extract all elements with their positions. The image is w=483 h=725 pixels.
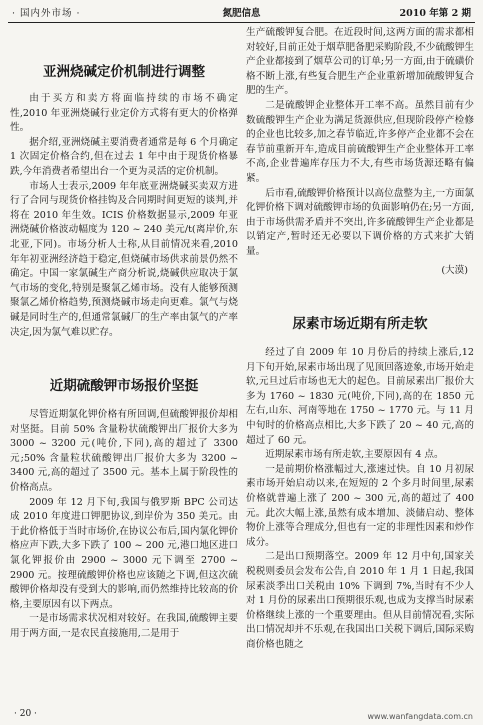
issue-label: 2010 年第 2 期 — [399, 8, 471, 19]
right-column — [246, 26, 474, 705]
watermark-text: www.wanfangdata.com.cn — [367, 712, 473, 721]
section-label: · 国内外市场 · — [12, 8, 81, 19]
article-title-caustic-soda: 亚洲烧碱定价机制进行调整 — [43, 64, 205, 80]
article-paragraph: 后市看,硫酸钾价格预计以高位盘整为主,一方面氯化钾价格下调对硫酸钾市场的负面影响仍在;另一方面,由于市场供需矛盾并不突出,许多硫酸钾生产企业都是以销定产,暂时还无必要以下调价格的方式来扩大销量。 — [246, 187, 474, 257]
article-paragraph: 据介绍,亚洲烧碱主要消费者通常是每 6 个月确定 1 次固定价格合约,但在过去 1 年中由于现货价格暴跌,今年消费者希望出台一个更为灵活的定价机制。 — [10, 136, 238, 177]
article-paragraph: 由于买方和卖方将面临持续的市场不确定性,2010 年亚洲烧碱行业定价方式将有更大的价格弹性。 — [10, 93, 238, 134]
page-header — [8, 6, 475, 23]
left-column — [10, 26, 238, 705]
article-paragraph: 二是硫酸钾企业整体开工率不高。虽然目前有少数硫酸钾生产企业为满足货源供应,但现阶段停产检修的企业也比较多,加之春节临近,许多停产企业都不会在春节前重新开车,造成目前硫酸钾生产企业整体开工率不高,企业普遍库存压力不大,有些市场货源还略有偏紧。 — [246, 99, 474, 184]
article-author: (大漠) — [441, 264, 468, 276]
article-paragraph: 二是出口预期落空。2009 年 12 月中旬,国家关税税则委员会发布公告,自 2010 年 1 月 1 日起,我国尿素淡季出口关税由 10% 下调到 7%,当时有不少人对 1 月份的尿素出口预期很乐观,也成为支撑当时尿素价格继续上涨的一个重要理由。但从目前情况看,实际出口情况却并不乐观,在我国出口关税下调后,国际采购商价格也随之 — [246, 551, 474, 650]
article-paragraph: 经过了自 2009 年 10 月份后的持续上涨后,12 月下旬开始,尿素市场出现了见顶回落迹象,市场开始走软,元旦过后市场也无大的起色。目前尿素出厂报价大多为 1760 ~ 1830 元(吨价,下同),高的在 1850 元左右,山东、河南等地在 1750 ~ 1770 元。与 11 月中旬时的价格高点相比,大多下跌了 20 ~ 40 元,高的超过了 60 元。 — [246, 347, 474, 446]
journal-name: 氮肥信息 — [222, 8, 261, 19]
article-paragraph: 一是市场需求状况相对较好。在我国,硫酸钾主要用于两方面,一是农民直接施用,二是用于 — [10, 613, 238, 639]
article-paragraph: 尽管近期氯化钾价格有所回调,但硫酸钾报价却相对坚挺。目前 50% 含量粉状硫酸钾出厂报价大多为 3000 ~ 3200 元(吨价,下同),高的超过了 3300 元;50% 含量粒状硫酸钾出厂报价大多为 3200 ~ 3400 元,高的超过了 3500 元。基本上属于阶段性的价格高点。 — [10, 409, 238, 494]
article-paragraph: 市场人士表示,2009 年年底亚洲烧碱买卖双方进行了合同与现货价格挂钩及合同期时间更短的谈判,并将在 2010 年生效。ICIS 价格数据显示,2009 年亚洲烧碱价格波动幅度为 120 ~ 240 美元/t(离岸价,东北亚,下同)。市场分析人士称,从目前情况来看,2010 年年初亚洲经济趋于稳定,但烧碱市场供求前景仍然不确定。中国一家氯碱生产商分析说,烧碱供应取决于氯气市场的变化,特别是聚氯乙烯市场。没有人能够预测聚氯乙烯价格趋势,预测烧碱市场走向更难。氯气与烧碱是同时生产的,但通常氯碱厂的生产率由氯气的产率决定,因为氯气难以贮存。 — [10, 180, 238, 338]
page-number: · 20 · — [14, 709, 37, 719]
article-title-potassium-sulfate: 近期硫酸钾市场报价坚挺 — [49, 378, 199, 395]
article-paragraph: 生产硫酸钾复合肥。在近段时间,这两方面的需求都相对较好,目前正处于烟草肥备肥采购阶段,不少硫酸钾生产企业都接到了烟草公司的订单;另一方面,由于硫磺价格不断上涨,有些复合肥生产企业重新增加硫酸钾复合肥的生产。 — [246, 27, 474, 97]
article-paragraph: 2009 年 12 月下旬,我国与俄罗斯 BPC 公司达成 2010 年度进口钾肥协议,到岸价为 350 美元。由于此价格低于当时市场价,在协议公布后,国内氯化钾价格应声下跌,大多下跌了 100 ~ 200 元,港口地区进口氯化钾报价由 2900 ~ 3000 元下调至 2700 ~ 2900 元。按理硫酸钾价格也应该随之下调,但这次硫酸钾价格却没有受到大的影响,而仍然维持比较高的价格,主要原因有以下两点。 — [10, 496, 238, 610]
article-title-urea: 尿素市场近期有所走软 — [292, 316, 428, 333]
article-paragraph: 近期尿素市场有所走软,主要原因有 4 点。 — [265, 449, 444, 461]
article-paragraph: 一是前期价格涨幅过大,涨速过快。自 10 月初尿素市场开始启动以来,在短短的 2 个多月时间里,尿素价格就普遍上涨了 200 ~ 300 元,高的超过了 400 元。此次大幅上涨,虽然有成本增加、淡储启动、整体物价上涨等合理成分,但也有一定的非理性因素和炒作成分。 — [246, 463, 474, 548]
